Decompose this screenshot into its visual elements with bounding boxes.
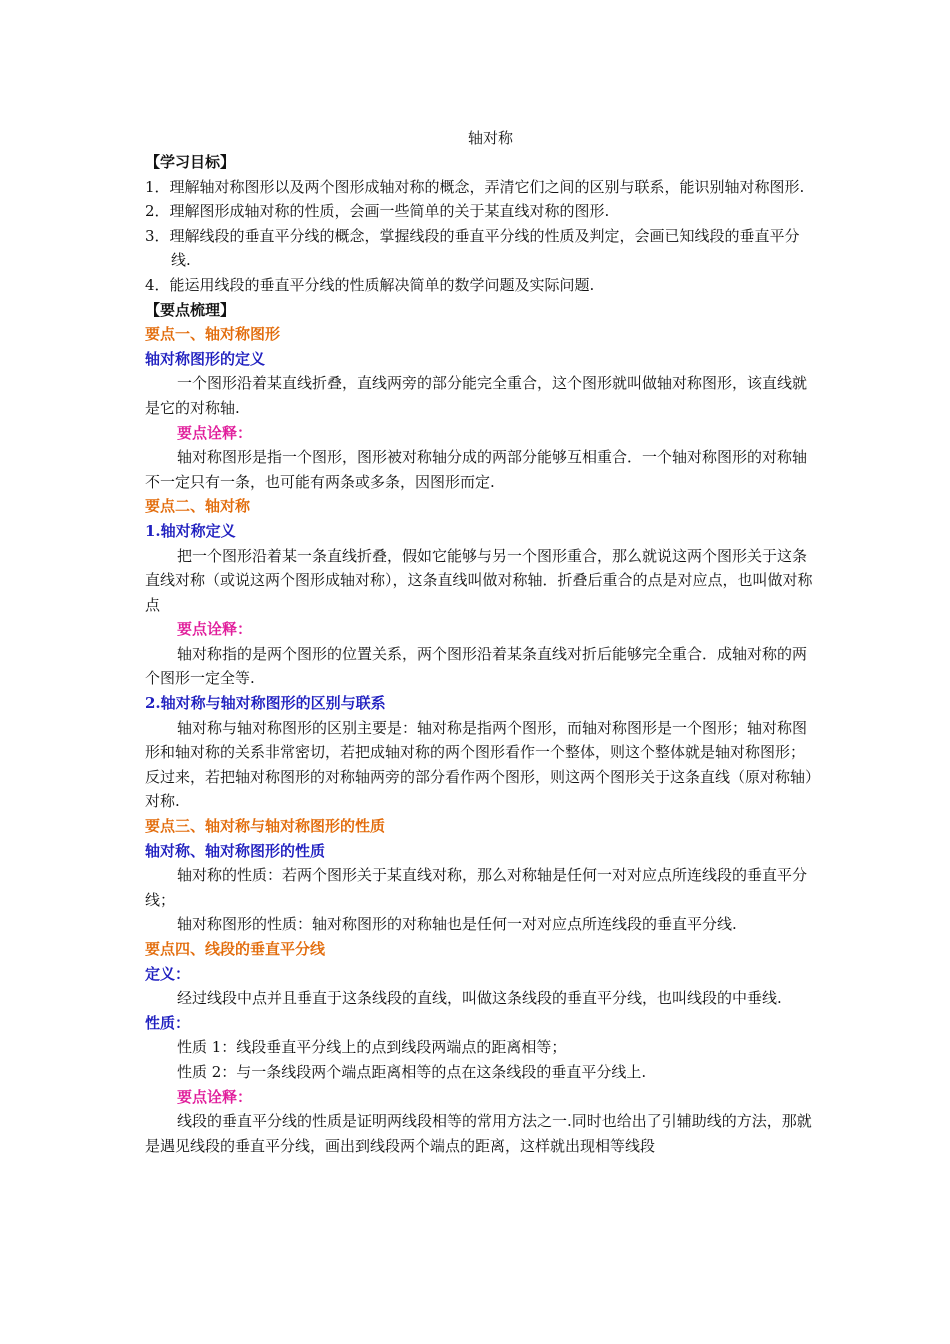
goal-item-1: 1．理解轴对称图形以及两个图形成轴对称的概念，弄清它们之间的区别与联系，能识别轴对称图形. bbox=[145, 177, 805, 196]
section-4-definition-text: 经过线段中点并且垂直于这条线段的直线，叫做这条线段的垂直平分线，也叫线段的中垂线. bbox=[177, 989, 782, 1008]
section-4-note-text: 线段的垂直平分线的性质是证明两线段相等的常用方法之一.同时也给出了引辅助线的方法，那就是遇见线段的垂直平分线，画出到线段两个端点的距离，这样就出现相等线段 bbox=[145, 1112, 812, 1155]
section-4-property-label: 性质： bbox=[145, 1013, 191, 1032]
section-1-definition: 一个图形沿着某直线折叠，直线两旁的部分能完全重合，这个图形就叫做轴对称图形，该直线就是它的对称轴. bbox=[145, 374, 808, 417]
section-4-note-label: 要点诠释： bbox=[177, 1087, 253, 1106]
goals-heading: 【学习目标】 bbox=[145, 153, 236, 171]
section-3-property-1: 轴对称的性质：若两个图形关于某直线对称，那么对称轴是任何一对对应点所连线段的垂直平分线； bbox=[145, 866, 808, 909]
section-2-note-label: 要点诠释： bbox=[177, 620, 253, 639]
section-3-heading: 要点三、轴对称与轴对称图形的性质 bbox=[145, 817, 386, 836]
goal-item-2: 2．理解图形成轴对称的性质，会画一些简单的关于某直线对称的图形. bbox=[145, 202, 610, 221]
section-1-note-text: 轴对称图形是指一个图形，图形被对称轴分成的两部分能够互相重合．一个轴对称图形的对称轴不一定只有一条，也可能有两条或多条，因图形而定. bbox=[145, 448, 808, 491]
section-4-definition-label: 定义： bbox=[145, 964, 191, 983]
section-2-definition: 把一个图形沿着某一条直线折叠，假如它能够与另一个图形重合，那么就说这两个图形关于这条直线对称（或说这两个图形成轴对称），这条直线叫做对称轴．折叠后重合的点是对应点，也叫做对称点 bbox=[145, 546, 813, 614]
section-2-note-text: 轴对称指的是两个图形的位置关系，两个图形沿着某条直线对折后能够完全重合．成轴对称的两个图形一定全等. bbox=[145, 644, 808, 688]
section-1-note-label: 要点诠释： bbox=[177, 423, 253, 442]
keypoints-heading: 【要点梳理】 bbox=[145, 300, 236, 319]
page-title: 轴对称 bbox=[467, 129, 513, 147]
section-4-property-1: 性质 1：线段垂直平分线上的点到线段两端点的距离相等； bbox=[177, 1038, 567, 1057]
section-3-subheading: 轴对称、轴对称图形的性质 bbox=[145, 841, 326, 860]
section-4-property-2: 性质 2：与一条线段两个端点距离相等的点在这条线段的垂直平分线上. bbox=[177, 1062, 647, 1081]
section-3-property-2: 轴对称图形的性质：轴对称图形的对称轴也是任何一对对应点所连线段的垂直平分线. bbox=[177, 915, 737, 934]
section-1-heading: 要点一、轴对称图形 bbox=[145, 325, 281, 344]
section-4-heading: 要点四、线段的垂直平分线 bbox=[145, 940, 326, 958]
section-1-subheading: 轴对称图形的定义 bbox=[145, 349, 266, 368]
section-2-subheading-1: 1.轴对称定义 bbox=[145, 521, 236, 540]
section-2-heading: 要点二、轴对称 bbox=[145, 497, 251, 516]
section-2-subheading-2: 2.轴对称与轴对称图形的区别与联系 bbox=[145, 694, 386, 713]
goal-item-4: 4．能运用线段的垂直平分线的性质解决简单的数学问题及实际问题. bbox=[145, 275, 595, 294]
section-2-difference-text: 轴对称与轴对称图形的区别主要是：轴对称是指两个图形，而轴对称图形是一个图形；轴对称图形和轴对称的关系非常密切，若把成轴对称的两个图形看作一个整体，则这个整体就是轴对称图形；反过来，若把轴对称图形的对称轴两旁的部分看作两个图形，则这两个图形关于这条直线（原对称轴）对称. bbox=[145, 718, 813, 811]
goal-item-3: 3．理解线段的垂直平分线的概念，掌握线段的垂直平分线的性质及判定，会画已知线段的垂直平分线. bbox=[145, 226, 800, 270]
